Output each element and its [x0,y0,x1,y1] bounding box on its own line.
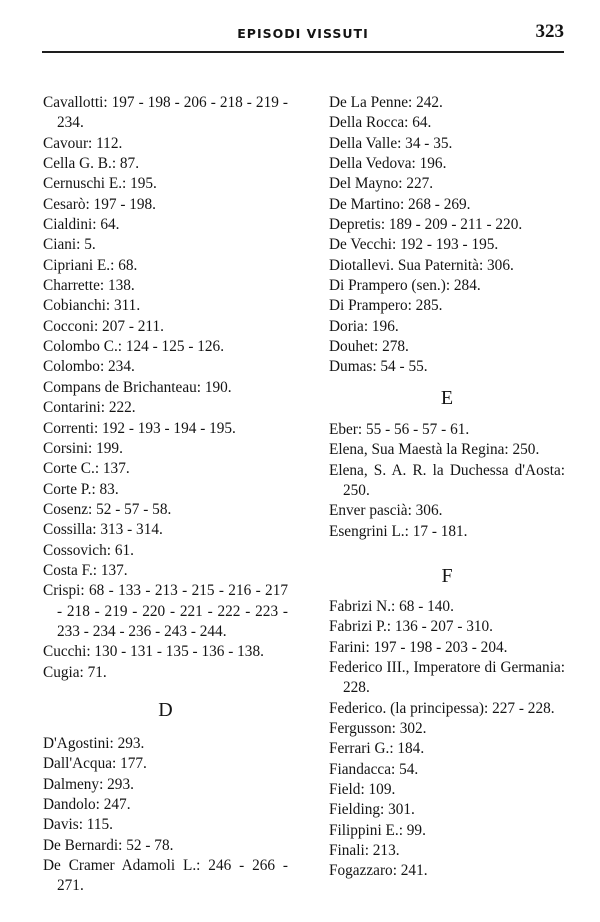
index-entry: De Vecchi: 192 - 193 - 195. [329,236,499,254]
index-entry: Cernuschi E.: 195. [43,175,157,193]
index-entry: De Bernardi: 52 - 78. [43,836,174,854]
index-entry: Cipriani E.: 68. [43,256,138,274]
section-letter-f: F [441,564,453,587]
section-letter-d: D [158,698,173,721]
index-entry: Charrette: 138. [43,277,135,295]
index-entry: Elena, Sua Maestà la Regina: 250. [329,441,540,459]
index-entry: Enver pascià: 306. [329,502,443,520]
index-entry: Dall'Acqua: 177. [43,755,147,773]
index-entry: Cavour: 112. [43,134,123,152]
page-header [42,18,564,48]
index-entry: Cugia: 71. [43,663,107,681]
index-entry: Eber: 55 - 56 - 57 - 61. [329,420,470,438]
index-entry: Della Rocca: 64. [329,114,432,132]
index-entry: Fabrizi P.: 136 - 207 - 310. [329,618,494,636]
index-entry: Cobianchi: 311. [43,297,141,315]
index-entry: D'Agostini: 293. [43,734,145,752]
index-entry: Ciani: 5. [43,236,96,254]
index-entry: Cella G. B.: 87. [43,155,140,173]
page-number: 323 [535,21,564,42]
index-entry: Douhet: 278. [329,338,409,356]
running-title: EPISODI VISSUTI [237,26,369,41]
index-entry: Cosenz: 52 - 57 - 58. [43,500,172,518]
index-entry: Elena, S. A. R. la Duchessa d'Aosta: 250. [329,461,565,499]
index-entry: Dalmeny: 293. [43,775,134,793]
index-entry: Fergusson: 302. [329,719,427,737]
index-entry: Esengrini L.: 17 - 181. [329,522,468,540]
index-entry: Cialdini: 64. [43,216,120,234]
index-entry: Colombo C.: 124 - 125 - 126. [43,338,225,356]
index-entry: Del Mayno: 227. [329,175,434,193]
index-entry: Farini: 197 - 198 - 203 - 204. [329,638,508,656]
index-entry: De La Penne: 242. [329,94,443,111]
index-entry: Fiandacca: 54. [329,760,419,778]
index-entry: Filippini E.: 99. [329,821,426,839]
index-column-left [43,93,288,897]
index-entry: Federico. (la principessa): 227 - 228. [329,699,555,717]
index-entry: Della Valle: 34 - 35. [329,134,453,152]
header-rule [42,51,564,53]
index-entry: Doria: 196. [329,317,399,335]
index-entry: De Martino: 268 - 269. [329,195,471,213]
index-entry: Di Prampero: 285. [329,297,443,315]
index-entry: Corte P.: 83. [43,480,119,498]
index-entry: Dandolo: 247. [43,796,131,813]
index-entry: Crispi: 68 - 133 - 213 - 215 - 216 - 217 - 218 - 219 - 220 - 221 - 222 - 223 - 233 - 234 - 236 - 243 - 244. [43,582,288,640]
index-entry: Cucchi: 130 - 131 - 135 - 136 - 138. [43,643,264,661]
index-entry: Depretis: 189 - 209 - 211 - 220. [329,216,523,234]
index-entry: Cocconi: 207 - 211. [43,317,164,335]
index-entry: Corsini: 199. [43,439,123,457]
index-entry: Cesarò: 197 - 198. [43,195,157,213]
index-entry: Dumas: 54 - 55. [329,358,428,376]
index-entry: Davis: 115. [43,816,113,834]
index-entry: Cossovich: 61. [43,541,134,559]
index-entry: Compans de Brichanteau: 190. [43,378,232,396]
index-entry: Colombo: 234. [43,358,135,376]
index-entry: Ferrari G.: 184. [329,740,425,758]
index-entry: Fabrizi N.: 68 - 140. [329,597,454,615]
section-letter-e: E [440,386,454,409]
index-entry: Della Vedova: 196. [329,155,447,173]
index-entry: De Cramer Adamoli L.: 246 - 266 - 271. [43,857,288,895]
index-entry: Diotallevi. Sua Paternità: 306. [329,256,514,274]
index-entry: Finali: 213. [329,842,400,859]
index-entry: Costa F.: 137. [43,561,128,579]
index-entry: Di Prampero (sen.): 284. [329,277,481,295]
index-column-right [329,93,565,882]
index-entry: Fogazzaro: 241. [329,862,428,880]
index-entry: Contarini: 222. [43,399,136,417]
index-entry: Correnti: 192 - 193 - 194 - 195. [43,419,236,437]
index-entry: Cavallotti: 197 - 198 - 206 - 218 - 219 - 234. [43,94,288,132]
index-entry: Cossilla: 313 - 314. [43,521,163,539]
index-entry: Field: 109. [329,780,396,798]
index-entry: Federico III., Imperatore di Germania: 228. [329,658,565,697]
index-entry: Corte C.: 137. [43,460,130,478]
index-entry: Fielding: 301. [329,801,415,819]
